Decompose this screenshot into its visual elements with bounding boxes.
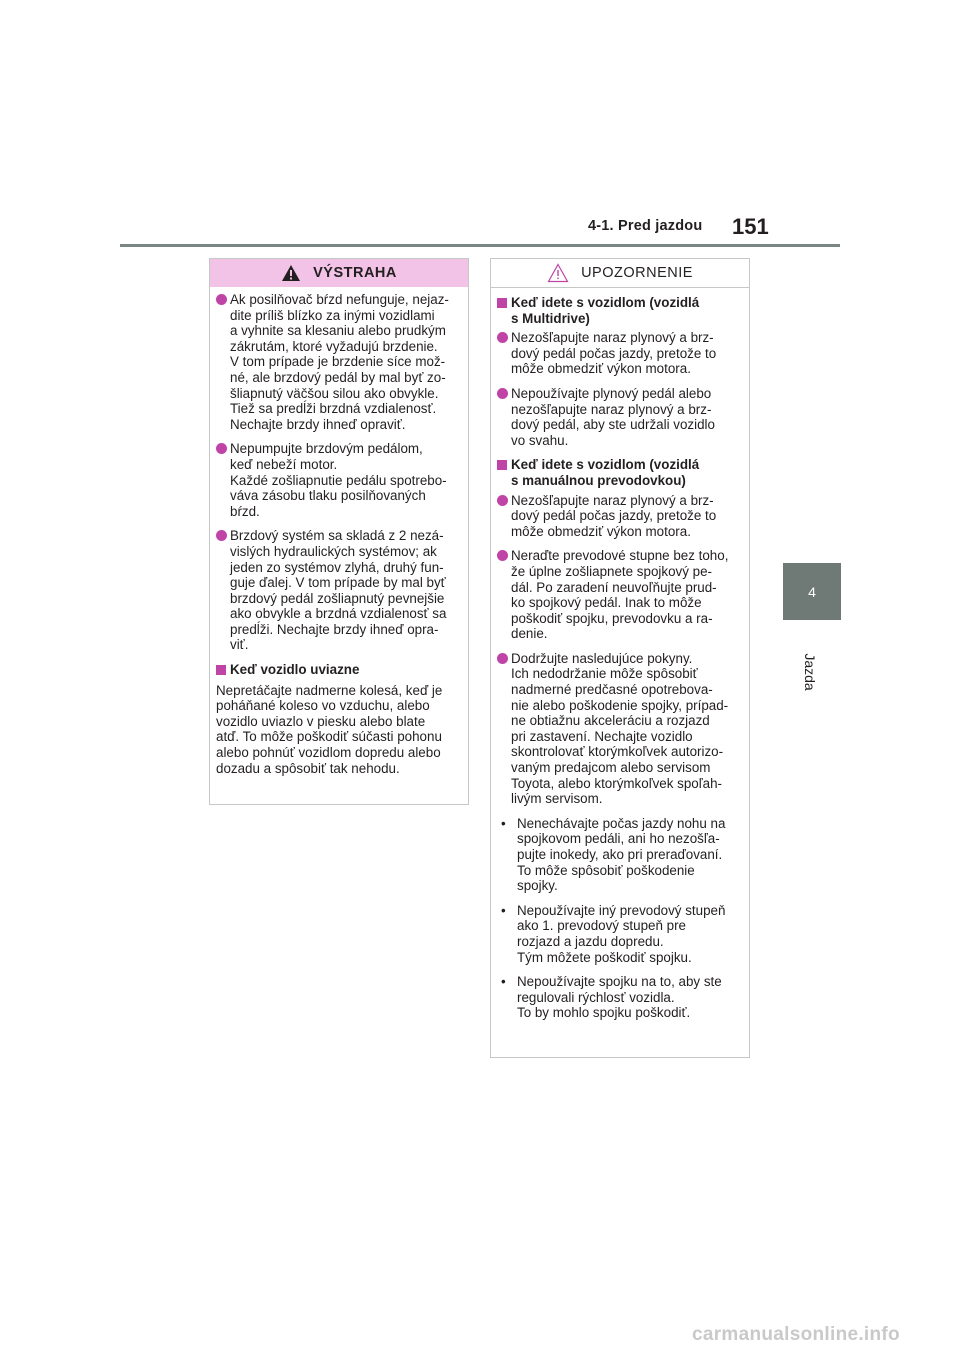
- square-bullet-icon: [497, 460, 507, 470]
- caution-item: Nezošľapujte naraz plynový a brz- dový pedál počas jazdy, pretože to môže obmedziť výkon motora.: [497, 330, 743, 377]
- warning-header: [210, 259, 468, 287]
- caution-header: [491, 259, 749, 288]
- caution-item: Dodržujte nasledujúce pokyny. Ich nedodržanie môže spôsobiť nadmerné predčasné opotrebova- nie alebo poškodenie spojky, prípad- ne obtiažnu akceleráciu a rozjazd pri zastavení. Nechajte vozidlo skontrolovať ktorýmkoľvek autorizo- vaným predajcom alebo servisom Toyota, alebo ktorýmkoľvek spoľah- livým servisom.: [497, 651, 743, 807]
- caution-dot-item: • Nepoužívajte iný prevodový stupeň ako 1. prevodový stupeň pre rozjazd a jazdu dopredu. Tým môžete poškodiť spojku.: [497, 903, 743, 965]
- caution-item: Nezošľapujte naraz plynový a brz- dový pedál počas jazdy, pretože to môže obmedziť výkon motora.: [497, 493, 743, 540]
- dot-bullet-icon: [497, 974, 517, 1021]
- bullet-icon: [497, 388, 508, 399]
- chapter-tab: 4: [783, 563, 841, 620]
- bullet-icon: [497, 550, 508, 561]
- caution-dot-item: • Nepoužívajte spojku na to, aby ste regulovali rýchlosť vozidla. To by mohlo spojku poškodiť.: [497, 974, 743, 1021]
- warning-item: Ak posilňovač bŕzd nefunguje, nejaz- dite príliš blízko za inými vozidlami a vyhnite sa klesaniu alebo prudkým zákrutám, ktoré vyžadujú brzdenie. V tom prípade je brzdenie síce mož- né, ale brzdový pedál by mal byť zo- šliapnutý väčšou silou ako obvykle. Tiež sa predĺži brzdná vzdialenosť. Nechajte brzdy ihneď opraviť.: [216, 292, 462, 432]
- warning-paragraph: Nepretáčajte nadmerne kolesá, keď je poháňané koleso vo vzduchu, alebo vozidlo uviazlo v piesku alebo blate atď. To môže poškodiť súčasti pohonu alebo pohnúť vozidlom dopredu alebo dozadu a spôsobiť tak nehodu.: [216, 682, 443, 776]
- section-title: 4-1. Pred jazdou: [588, 218, 703, 234]
- caution-item: Neraďte prevodové stupne bez toho, že úplne zošliapnete spojkový pe- dál. Po zaradení neuvoľňujte prud- ko spojkový pedál. Inak to môže poškodiť spojku, prevodovku a ra- denie.: [497, 548, 743, 642]
- caution-triangle-icon: [547, 263, 569, 283]
- bullet-icon: [497, 332, 508, 343]
- chapter-label: Jazda: [802, 653, 818, 691]
- bullet-icon: [216, 530, 227, 541]
- square-bullet-icon: [497, 298, 507, 308]
- caution-subheading: Keď idete s vozidlom (vozidlá s Multidrive): [497, 295, 743, 326]
- warning-subheading: Keď vozidlo uviazne: [216, 662, 462, 679]
- warning-item: Brzdový systém sa skladá z 2 nezá- vislých hydraulických systémov; ak jeden zo systémov zlyhá, druhý fun- guje ďalej. V tom prípade by mal byť brzdový pedál zošliapnutý pevnejšie ako obvykle a brzdná vzdialenosť sa predĺži. Nechajte brzdy ihneď opra- viť.: [216, 528, 462, 653]
- dot-bullet-icon: [497, 816, 517, 894]
- warning-item: Nepumpujte brzdovým pedálom, keď nebeží motor. Každé zošliapnutie pedálu spotrebo- váva zásobu tlaku posilňovaných bŕzd.: [216, 441, 462, 519]
- caution-dot-item: • Nenechávajte počas jazdy nohu na spojkovom pedáli, ani ho nezošľa- pujte inokedy, ako pri preraďovaní. To môže spôsobiť poškodenie spojky.: [497, 816, 743, 894]
- caution-item: Nepoužívajte plynový pedál alebo nezošľapujte naraz plynový a brz- dový pedál, aby ste udržali vozidlo vo svahu.: [497, 386, 743, 448]
- dot-bullet-icon: [497, 903, 517, 965]
- caution-box: [490, 258, 750, 1058]
- bullet-icon: [216, 443, 227, 454]
- bullet-icon: [497, 495, 508, 506]
- header-rule: [120, 244, 840, 247]
- caution-title: UPOZORNENIE: [581, 265, 693, 281]
- bullet-icon: [497, 653, 508, 664]
- warning-title: VÝSTRAHA: [313, 265, 397, 281]
- warning-triangle-icon: [281, 264, 301, 282]
- warning-box: [209, 258, 469, 805]
- square-bullet-icon: [216, 665, 226, 675]
- caution-subheading: Keď idete s vozidlom (vozidlá s manuálnou prevodovkou): [497, 457, 743, 488]
- bullet-icon: [216, 294, 227, 305]
- page-number: 151: [732, 214, 769, 239]
- watermark: carmanualsonline.info: [692, 1324, 900, 1345]
